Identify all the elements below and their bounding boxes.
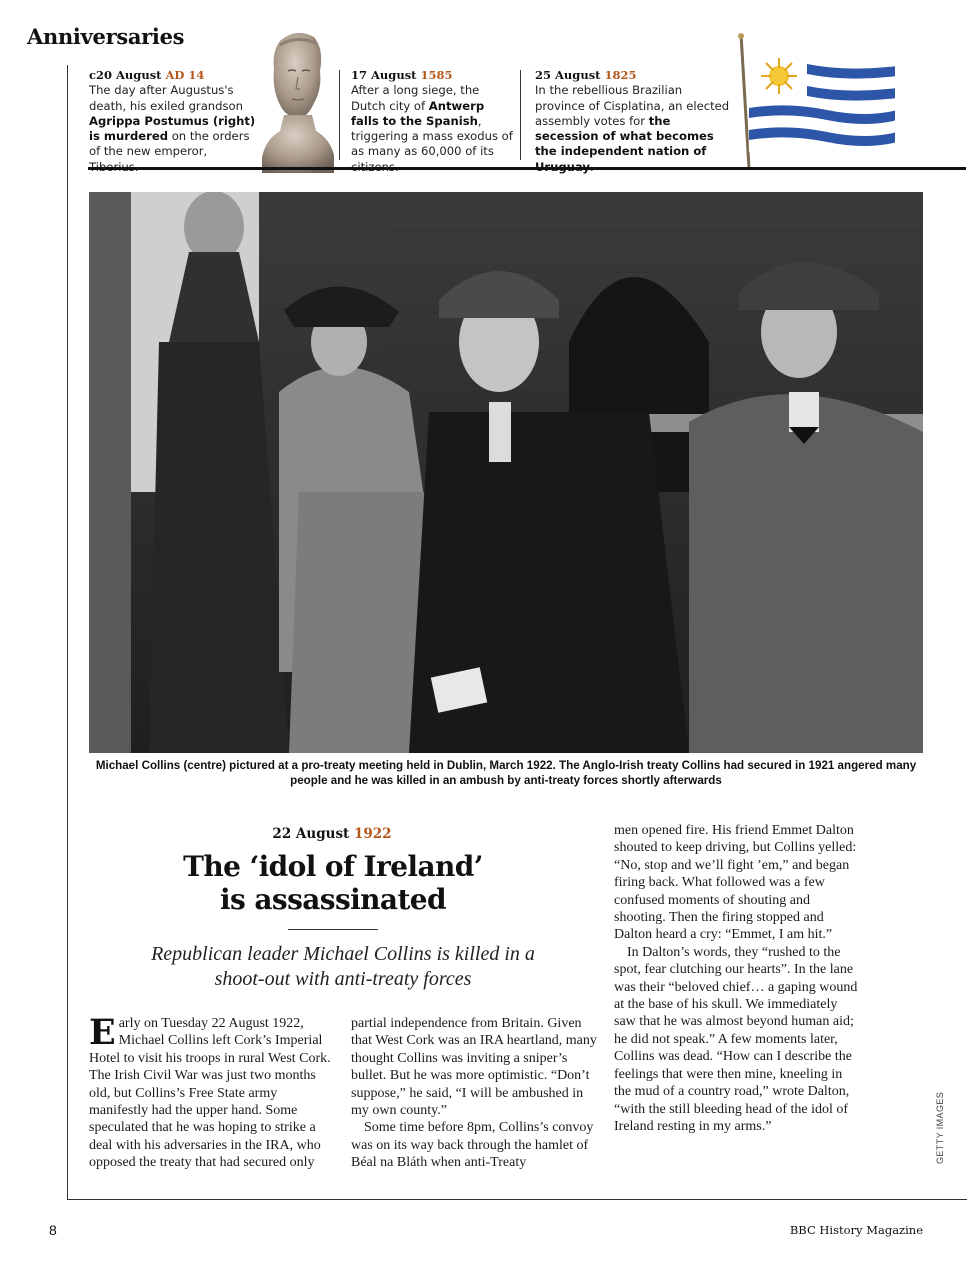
column-divider <box>339 70 340 160</box>
article-date <box>190 826 474 842</box>
entry-text: After a long siege, the Dutch city of <box>351 83 480 113</box>
entry-year: 1585 <box>420 68 453 82</box>
timeline-rule <box>88 167 966 170</box>
body-paragraph: Some time before 8pm, Collins’s convoy was on its way back through the hamlet of Béal na Bláth when anti-Treaty <box>351 1120 594 1171</box>
entry-highlight: Antwerp falls to the Spanish <box>351 98 485 128</box>
photo-credit: GETTY IMAGES <box>935 1091 945 1164</box>
body-text: arly on Tuesday 22 August 1922, Michael Collins left Cork’s Imperial Hotel to visit his troops in rural West Cork. The Irish Civil War was just two months old, but Collins’s Free State army manifestly had the upper hand. Some speculated that he was hoping to strike a deal with his adversaries in the IRA, who opposed the treaty that had secured only <box>89 1016 331 1171</box>
drop-cap: E <box>89 1012 116 1053</box>
entry-highlight: the secession of what becomes the independent nation of <box>535 113 714 159</box>
timeline-entry-1585 <box>351 68 513 175</box>
headline-line: is assassinated <box>220 883 446 916</box>
kicker-date: 22 August <box>272 826 354 842</box>
headline-line: The ‘idol of Ireland’ <box>183 850 483 883</box>
uruguay-flag-image <box>735 32 895 170</box>
entry-date: c20 August <box>89 68 166 82</box>
body-paragraph <box>89 1012 335 1172</box>
body-paragraph: partial independence from Britain. Given that West Cork was an IRA heartland, many thought Collins was inviting a sniper’s bullet. But he was more optimistic. “Don’t suppose,” he said, “I will be ambushed in my own county.” <box>351 1016 597 1119</box>
body-column-2 <box>351 1015 597 1172</box>
entry-date: 17 August <box>351 68 421 82</box>
left-rule <box>67 65 68 1200</box>
magazine-name: BBC History Magazine <box>789 1223 923 1237</box>
entry-text: on the orders of the new emperor, <box>89 129 250 159</box>
body-paragraph: In Dalton’s words, they “rushed to the spot, fear clutching our hearts”. In the lane was their “beloved chief… a gaping wound at the base of his skull. We immediately saw that he was almost beyond human aid; he did not speak.” A few moments later, Collins was dead. “How can I describe the feelings that were then mine, kneeling in the mud of a country road,” wrote Dalton, “with the still bleeding head of the idol of Ireland resting in my arms.” <box>614 944 858 1134</box>
entry-text: , triggering a mass exodus of as many as 60,000 of its <box>351 113 513 159</box>
headline-rule <box>288 929 378 930</box>
michael-collins-photo <box>89 192 923 753</box>
kicker-year: 1922 <box>354 826 392 842</box>
entry-date: 25 August <box>535 68 605 82</box>
body-column-3 <box>614 822 860 1135</box>
body-paragraph: men opened fire. His friend Emmet Dalton shouted to keep driving, but Collins yelled: “No, stop and we’ll fight ’em,” and began firing back. What followed was a few confused moments of shouting and shooting. Then the firing stopped and Dalton heard a cry: “Emmet, I am hit.” <box>614 823 857 943</box>
timeline-entry-ad14 <box>89 68 259 175</box>
entry-text: The day after Augustus's death, his exiled grandson <box>89 83 243 113</box>
photo-caption: Michael Collins (centre) pictured at a pro-treaty meeting held in Dublin, March 1922. The Anglo-Irish treaty Collins had secured in 1921 angered many people and he was killed in an ambush by anti-treaty forces shortly afterwards <box>95 759 917 787</box>
standfirst: Republican leader Michael Collins is killed in a shoot-out with anti-treaty forces <box>151 943 535 990</box>
entry-year: AD 14 <box>165 68 205 82</box>
entry-year: 1825 <box>604 68 637 82</box>
body-column-1 <box>89 1012 335 1172</box>
bottom-rule <box>67 1199 967 1200</box>
agrippa-bust-image <box>258 27 336 173</box>
timeline-entry-1825 <box>535 68 730 175</box>
entry-highlight: Agrippa Postumus (right) is murdered <box>89 113 256 144</box>
column-divider <box>520 70 521 160</box>
entry-text: In the rebellious Brazilian province of Cisplatina, an elected assembly votes for <box>535 83 730 128</box>
section-title: Anniversaries <box>27 24 185 49</box>
headline <box>150 850 516 916</box>
page-number: 8 <box>49 1222 57 1238</box>
